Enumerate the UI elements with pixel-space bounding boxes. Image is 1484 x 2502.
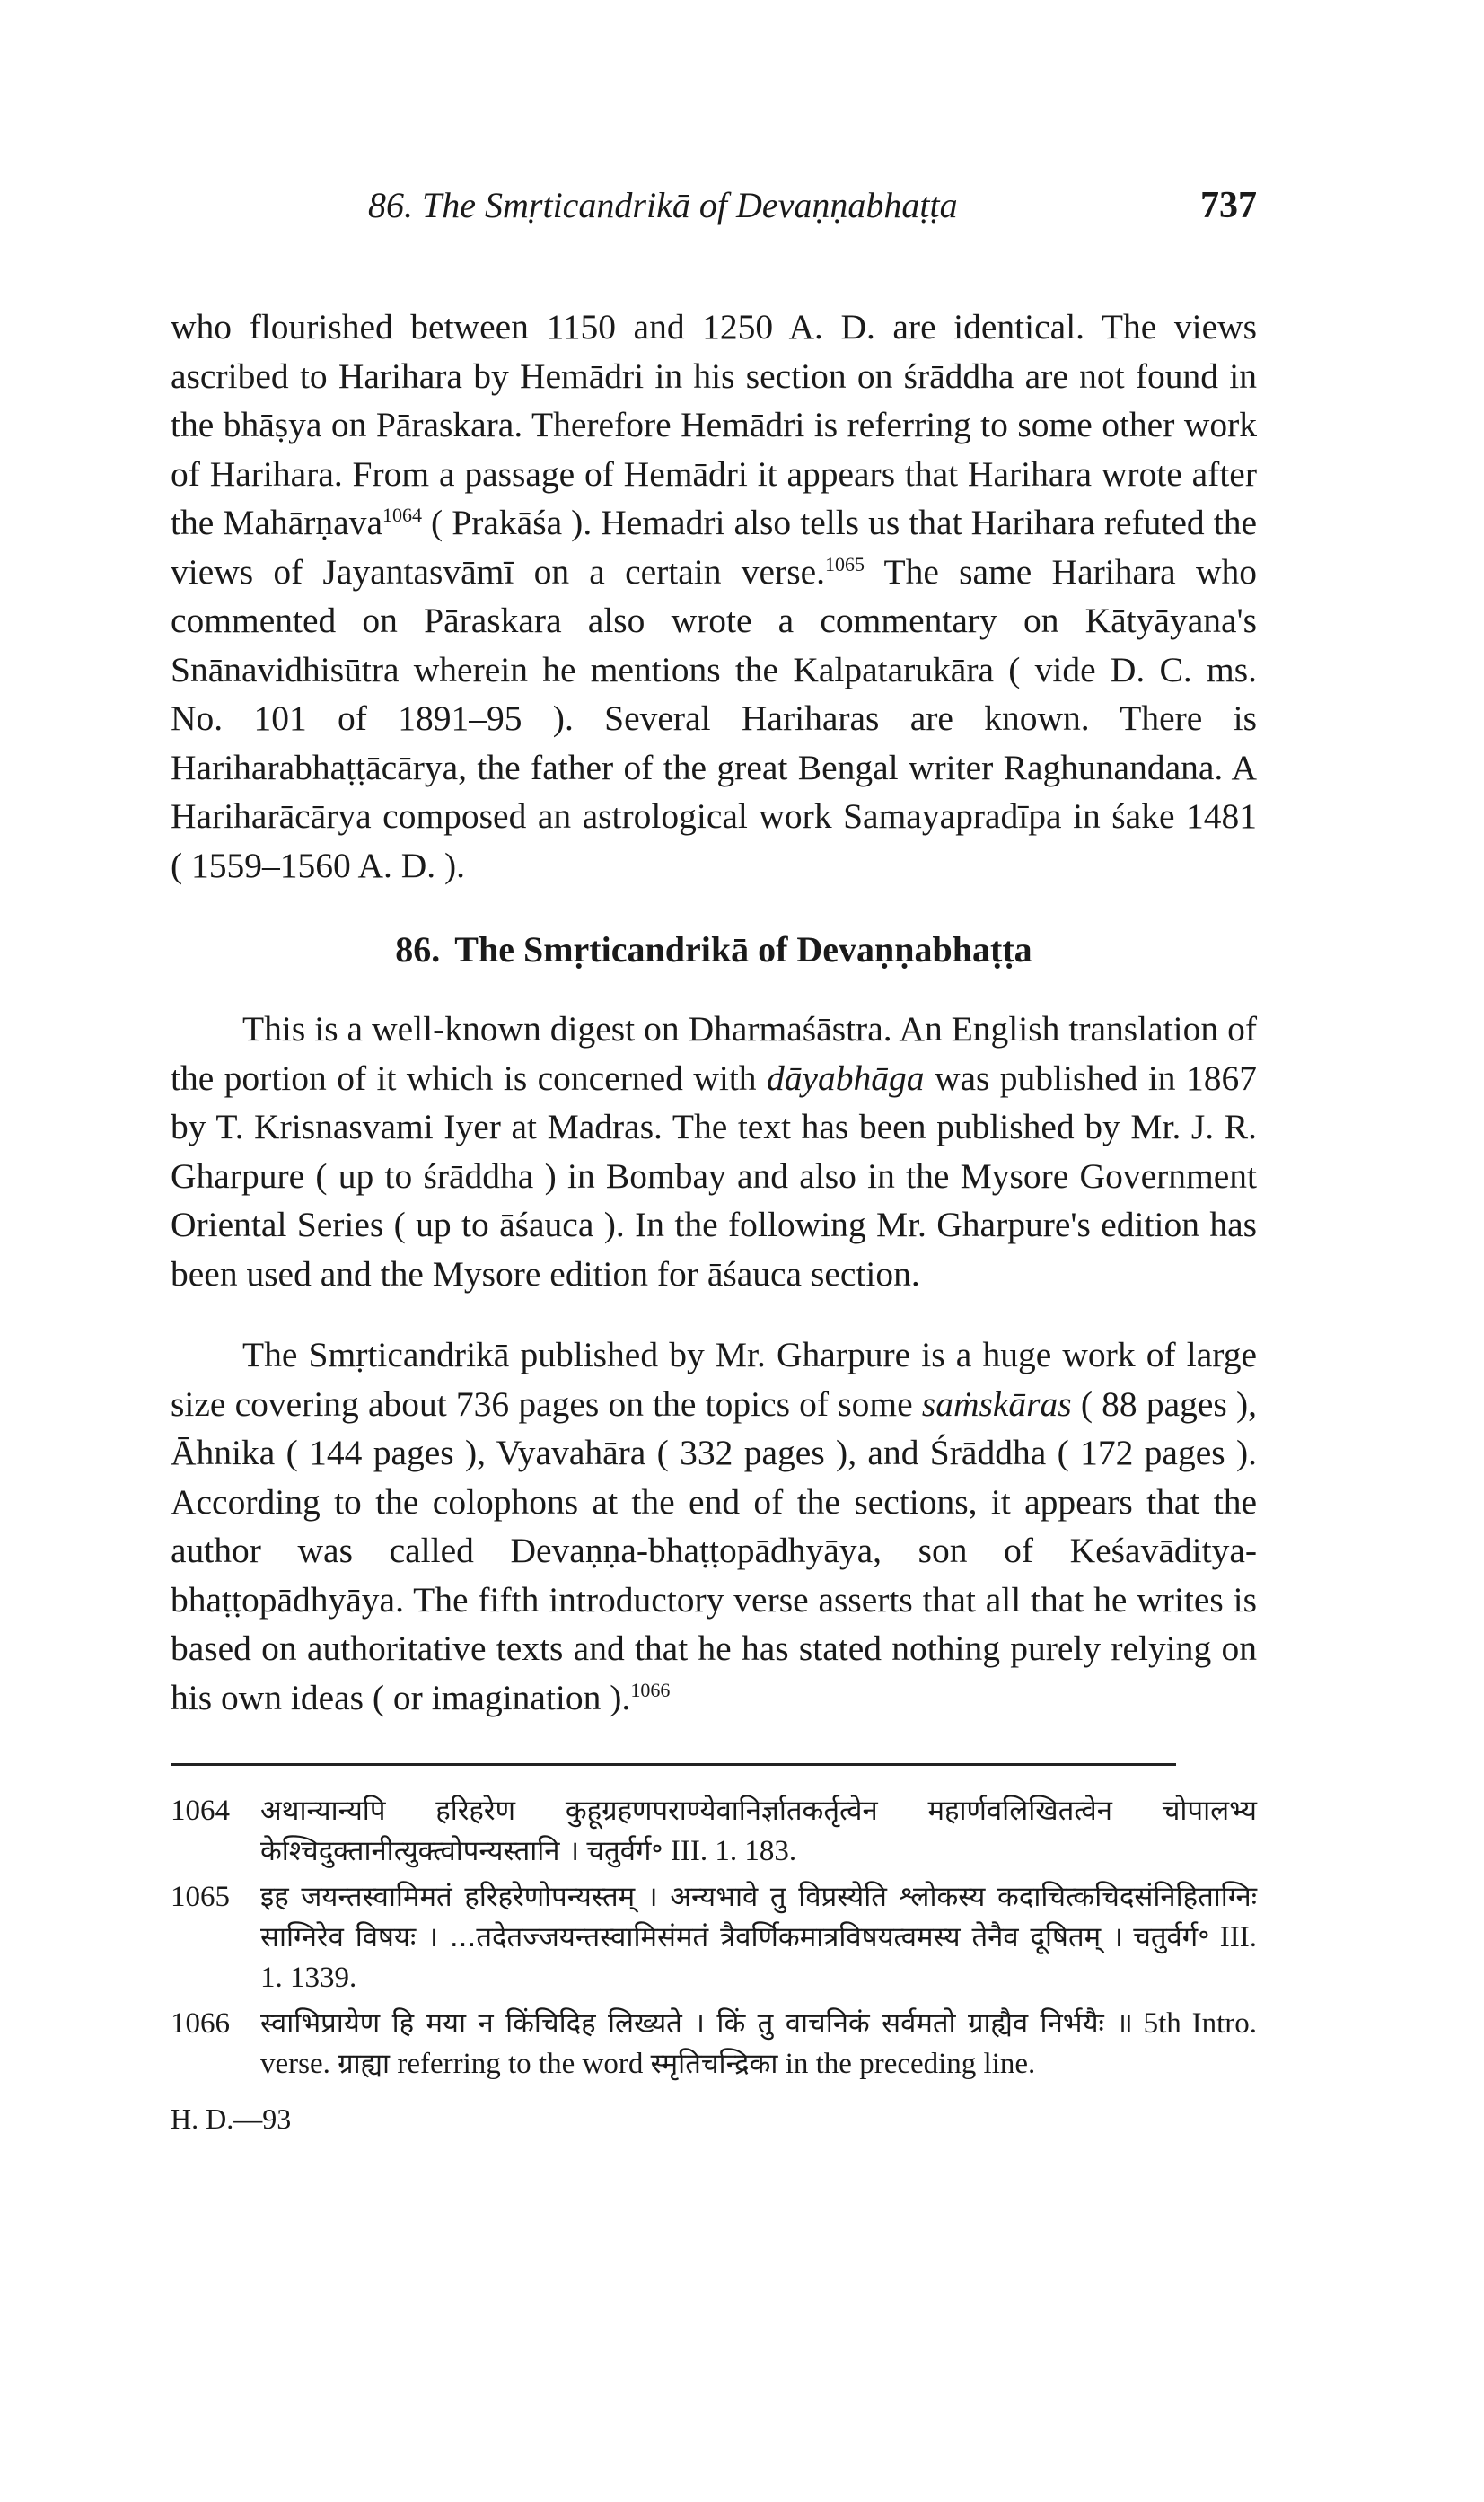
section-heading — [171, 926, 1257, 974]
section-number: 86. — [395, 929, 441, 970]
signature-mark: H. D.—93 — [171, 2103, 292, 2135]
running-head — [171, 184, 1257, 238]
paragraph-description: The Smṛticandrikā published by Mr. Gharpure is a huge work of large size covering about 736 pages on the topics of some saṁskāras ( 88 pages ), Āhnika ( 144 pages ), Vyavahāra ( 332 pages ), and Śrāddha ( 172 pages ). According to the colophons at the end of the sections, it appears that the author was called Devaṇṇa-bhaṭṭopādhyāya, son of Keśavāditya-bhaṭṭopādhyāya. The fifth introductory verse asserts that all that he writes is based on authoritative texts and that he has stated nothing purely relying on his own ideas ( or imagination ).$^{1066}$ — [171, 1335, 1257, 1717]
footnotes — [171, 1791, 1257, 2085]
body-text — [171, 303, 1257, 1722]
footnote-1065: 1065 इह जयन्तस्वामिमतं हरिहरेणोपन्यस्तम् । अन्यभावे तु विप्रस्येति श्लोकस्य कदाचित्कचिदसंनिहिताग्निः साग्निरेव विषयः । ...तदेतज्जयन्तस्वामिसंमतं त्रैवर्णिकमात्रविषयत्वमस्य तेनैव दूषितम् । चतुर्वर्ग॰ III. 1. 1339. — [171, 1877, 1257, 1998]
page — [171, 184, 1257, 2136]
page-number: 737 — [1200, 185, 1257, 226]
paragraph-continued: who flourished between 1150 and 1250 A. D. are identical. The views ascribed to Harihara by Hemādri in his section on śrāddha are not found in the bhāṣya on Pāraskara. Therefore Hemādri is referring to some other work of Harihara. From a passage of Hemādri it appears that Harihara wrote after the Mahārṇava$^{1064}$ ( Prakāśa ). Hemadri also tells us that Harihara refuted the views of Jayantasvāmī on a certain verse.$^{1065}$ The same Harihara who commented on Pāraskara also wrote a commentary on Kātyāyana's Snānavidhisūtra wherein he mentions the Kalpatarukāra ( vide D. C. ms. No. 101 of 1891–95 ). Several Hariharas are known. There is Hariharabhaṭṭācārya, the father of the great Bengal writer Raghunandana. A Hariharācārya composed an astrological work Samayapradīpa in śake 1481 ( 1559–1560 A. D. ). — [171, 307, 1257, 885]
section-title: The Smṛticandrikā of Devaṇṇabhaṭṭa — [454, 929, 1032, 970]
footnote-ref-1066: 1066 — [630, 1678, 671, 1701]
footnote-number: 1066 — [171, 2007, 230, 2040]
footnote-number: 1064 — [171, 1795, 230, 1827]
footnote-1066: 1066 स्वाभिप्रायेण हि मया न किंचिदिह लिख्यते । किं तु वाचनिकं सर्वमतो ग्राह्यैव निर्भयैः ॥ 5th Intro. verse. ग्राह्या referring to the word स्मृतिचन्द्रिका in the preceding line. — [171, 2004, 1257, 2085]
footnote-divider — [171, 1763, 1176, 1766]
running-head-title: 86. The Smṛticandrikā of Devaṇṇabhaṭṭa — [368, 185, 958, 225]
footnote-ref-1065: 1065 — [824, 552, 865, 575]
footnote-number: 1065 — [171, 1881, 230, 1913]
footnote-ref-1064: 1064 — [382, 503, 422, 526]
footnote-1064: 1064 अथान्यान्यपि हरिहरेण कुहूग्रहणपराण्येवानिर्ज्ञातकर्तृत्वेन महार्णवलिखितत्वेन चोपालभ्य केश्चिदुक्तानीत्युक्त्वोपन्यस्तानि । चतुर्वर्ग॰ III. 1. 183. — [171, 1791, 1257, 1872]
paragraph-intro: This is a well-known digest on Dharmaśāstra. An English translation of the portion of it which is concerned with dāyabhāga was published in 1867 by T. Krisnasvami Iyer at Madras. The text has been published by Mr. J. R. Gharpure ( up to śrāddha ) in Bombay and also in the Mysore Government Oriental Series ( up to āśauca ). In the following Mr. Gharpure's edition has been used and the Mysore edition for āśauca section. — [171, 1009, 1257, 1294]
